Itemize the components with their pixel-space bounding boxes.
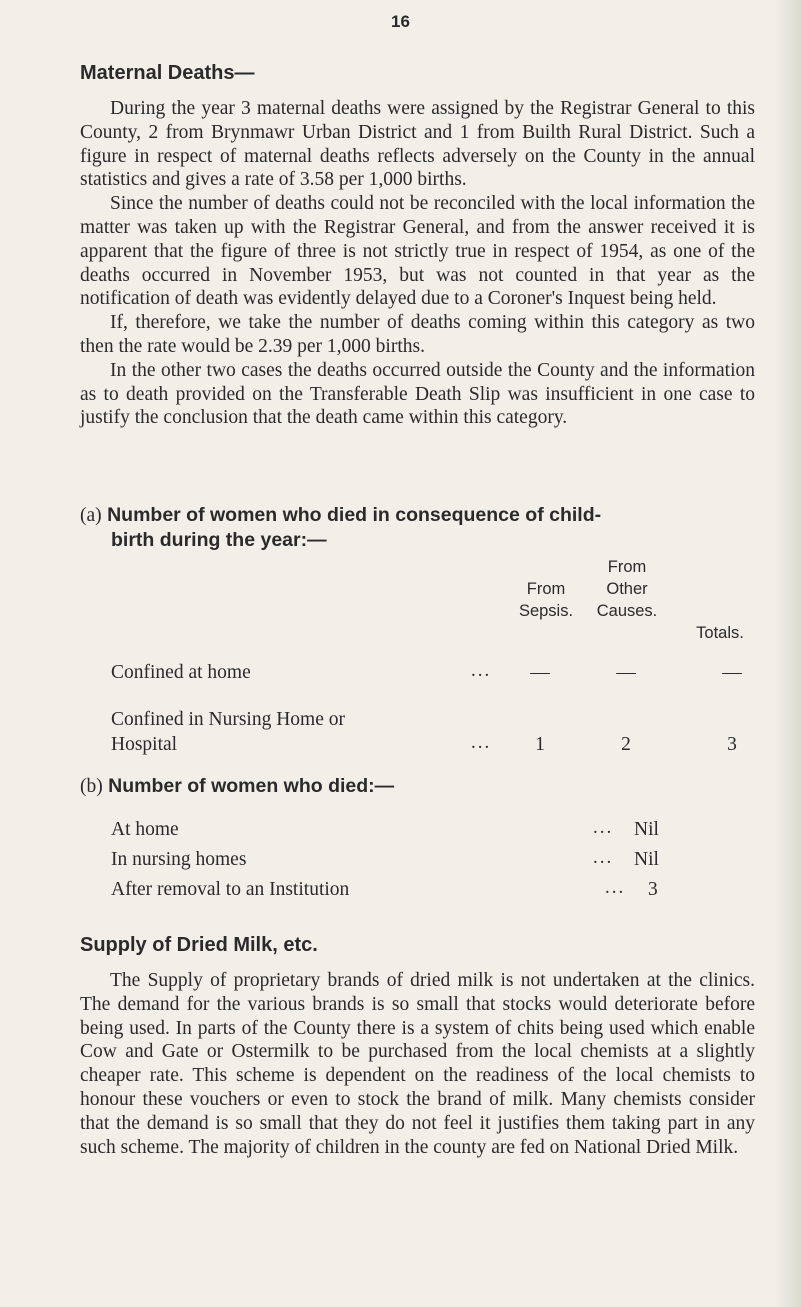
cell-sepsis: 1 (535, 734, 545, 755)
row-label: Hospital (111, 734, 178, 755)
section-a-label: (a) (80, 505, 102, 526)
section-b-title: (b) Number of women who died:— (80, 775, 395, 797)
cell-totals: — (722, 662, 742, 683)
cell-totals: 3 (727, 734, 737, 755)
paragraph: The Supply of proprietary brands of dried milk is not undertaken at the clinics. The demand for the various brands is so small that stocks would deteriorate before being used. In parts of the County there is a system of chits being used which enable Cow and Gate or Ostermilk to be purchased from the local chemists at a slightly cheaper rate. This scheme is dependent on the readiness of the local chemists to honour these vouchers or even to stock the brand of milk. Many chemists consider that the demand is so small that they do not feel it justifies them taking part in any such scheme. The majority of children in the county are fed on National Dried Milk. (80, 970, 755, 1158)
leader-dots: ... (593, 847, 614, 868)
row-label: Confined at home (111, 662, 251, 683)
row-value: 3 (648, 879, 658, 900)
cell-other: 2 (621, 734, 631, 755)
row-label: In nursing homes (111, 849, 247, 870)
section-a-title-line2: birth during the year:— (111, 529, 327, 551)
section-a-title (80, 503, 601, 528)
row-label: After removal to an Institution (111, 879, 350, 900)
paragraph: In the other two cases the deaths occurred outside the County and the information as to death provided on the Transferable Death Slip was insufficient in one case to justify the conclusion that the death came within this category. (80, 359, 755, 429)
row-label: Confined in Nursing Home or (111, 709, 345, 730)
col-head-totals: Totals. (696, 624, 744, 642)
row-value: Nil (634, 819, 659, 840)
leader-dots: ... (471, 660, 492, 681)
dried-milk-text (80, 969, 755, 1159)
cell-sepsis: — (530, 662, 550, 683)
col-head-other: From Other Causes. (596, 558, 658, 620)
maternal-deaths-heading: Maternal Deaths— (80, 62, 255, 84)
paragraph: If, therefore, we take the number of deaths coming within this category as two then the rate would be 2.39 per 1,000 births. (80, 312, 755, 357)
leader-dots: ... (471, 732, 492, 753)
page-number: 16 (391, 12, 410, 31)
section-b-label: (b) (80, 776, 103, 797)
leader-dots: ... (593, 817, 614, 838)
paragraph: During the year 3 maternal deaths were assigned by the Registrar General to this County, 2 from Brynmawr Urban District and 1 from Builth Rural District. Such a figure in respect of maternal deaths reflects adversely on the County in the annual statistics and gives a rate of 3.58 per 1,000 births. (80, 98, 755, 191)
cell-other: — (616, 662, 636, 683)
row-label: At home (111, 819, 179, 840)
section-a-title-line1: Number of women who died in consequence of child- (107, 504, 602, 526)
row-value: Nil (634, 849, 659, 870)
dried-milk-heading: Supply of Dried Milk, etc. (80, 934, 318, 956)
page-edge-shadow (775, 0, 801, 1307)
maternal-deaths-text (80, 97, 755, 430)
paragraph: Since the number of deaths could not be reconciled with the local information the matter was taken up with the Registrar General, and from the answer received it is apparent that the figure of three is not strictly true in respect of 1954, as one of the deaths occurred in November 1953, but was not counted in that year as the notification of death was evidently delayed due to a Coroner's Inquest being held. (80, 193, 755, 310)
leader-dots: ... (605, 877, 626, 898)
col-head-sepsis: From Sepsis. (518, 580, 574, 620)
